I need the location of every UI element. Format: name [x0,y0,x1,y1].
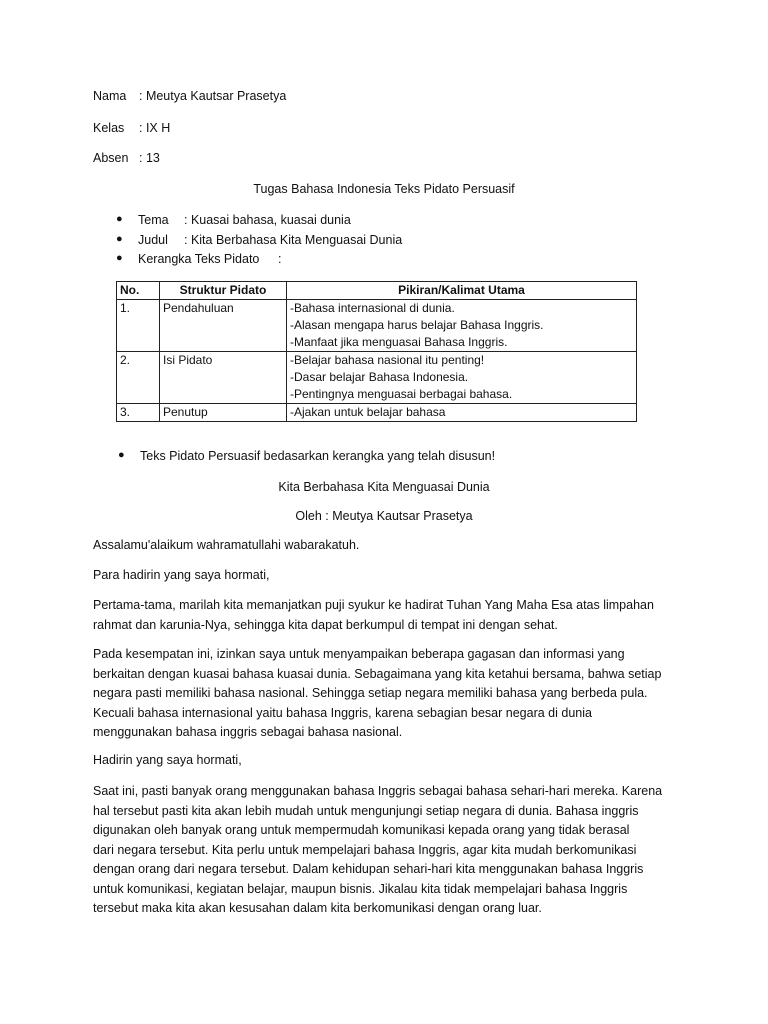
pikiran-item: -Dasar belajar Bahasa Indonesia. [290,370,469,384]
kerangka-table [116,281,637,422]
paragraph-line: rahmat dan karunia-Nya, sehingga kita dapat berkumpul di tempat ini dengan sehat. [93,617,558,632]
kelas-value: : IX H [139,121,171,135]
bullet-label: Tema [138,213,169,227]
paragraph-line: Para hadirin yang saya hormati, [93,568,270,582]
paragraph-line: Kecuali bahasa internasional yaitu bahasa Inggris, karena sebagian besar negara di dunia [93,705,592,720]
table-row [117,352,637,404]
bullet-label: Teks Pidato Persuasif bedasarkan kerangka yang telah disusun! [140,449,496,463]
bullet-label: Judul [138,233,168,247]
cell-struktur: Pendahuluan [160,300,287,352]
paragraph-line: menggunakan bahasa inggris sebagai bahasa nasional. [93,725,403,739]
table-row [117,404,637,422]
header-pikiran: Pikiran/Kalimat Utama [287,282,637,300]
paragraph-line: hal tersebut pasti kita akan lebih mudah untuk mengunjungi setiap negara di dunia. Bahasa inggris [93,803,639,818]
kelas-label: Kelas [93,121,125,135]
nama-label: Nama [93,89,127,103]
bullet-label: Kerangka Teks Pidato [138,252,260,266]
pikiran-item: -Pentingnya menguasai berbagai bahasa. [290,387,513,401]
header-no: No. [117,282,160,300]
bullet-icon: ● [118,449,125,461]
paragraph-sapaan [93,566,653,586]
cell-pikiran [287,352,637,404]
cell-struktur: Penutup [160,404,287,422]
paragraph-gagasan [93,645,662,743]
paragraph-line: Hadirin yang saya hormati, [93,753,242,767]
absen-value: : 13 [139,151,160,165]
paragraph-hadirin [93,751,653,771]
paragraph-line: untuk komunikasi, kegiatan belajar, maupun bisnis. Jikalau kita tidak mempelajari bahasa Inggris [93,881,628,896]
cell-no: 1. [117,300,160,352]
speech-title: Kita Berbahasa Kita Menguasai Dunia [278,480,490,494]
paragraph-line: negara pasti memiliki bahasa nasional. Sehingga setiap negara memiliki bahasa yang berbeda pula. [93,686,648,700]
paragraph-line: Assalamu'alaikum wahramatullahi wabarakatuh. [93,538,360,552]
nama-value: : Meutya Kautsar Prasetya [139,89,287,103]
header-struktur: Struktur Pidato [160,282,287,300]
bullet-value: : Kuasai bahasa, kuasai dunia [184,213,351,227]
pikiran-item: -Manfaat jika menguasai Bahasa Inggris. [290,335,508,349]
bullet-icon: ● [116,252,123,264]
pikiran-item: -Belajar bahasa nasional itu penting! [290,353,485,367]
paragraph-line: Pertama-tama, marilah kita memanjatkan puji syukur ke hadirat Tuhan Yang Maha Esa atas limpahan [93,598,654,612]
cell-struktur: Isi Pidato [160,352,287,404]
paragraph-line: dari negara tersebut. Kita perlu untuk mempelajari bahasa Inggris, agar kita mudah berkomunikasi [93,842,637,857]
paragraph-line: Pada kesempatan ini, izinkan saya untuk menyampaikan beberapa gagasan dan informasi yang [93,647,625,661]
document-title: Tugas Bahasa Indonesia Teks Pidato Persuasif [253,182,515,196]
cell-no: 3. [117,404,160,422]
paragraph-isi [93,782,663,919]
table-row [117,300,637,352]
cell-pikiran [287,300,637,352]
pikiran-item: -Bahasa internasional di dunia. [290,301,455,315]
cell-no: 2. [117,352,160,404]
bullet-icon: ● [116,233,123,245]
paragraph-line: tersebut maka kita akan kesusahan dalam kita berkomunikasi dengan orang luar. [93,901,542,915]
paragraph-line: dengan orang dari negara tersebut. Dalam kehidupan sehari-hari kita menggunakan bahasa Inggris [93,862,644,876]
paragraph-line: Saat ini, pasti banyak orang menggunakan bahasa Inggris sebagai bahasa sehari-hari mereka. Karena [93,784,663,798]
paragraph-line: digunakan oleh banyak orang untuk mempermudah komunikasi kepada orang yang tidak berasal [93,823,630,837]
speech-author: Oleh : Meutya Kautsar Prasetya [295,509,473,523]
table-header-row [117,282,637,300]
pikiran-item: -Ajakan untuk belajar bahasa [290,405,446,419]
bullet-value: : Kita Berbahasa Kita Menguasai Dunia [184,233,403,247]
paragraph-pembuka [93,596,653,635]
paragraph-line: berkaitan dengan kuasai bahasa kuasai dunia. Sebagaimana yang kita ketahui bersama, bahwa setiap [93,666,662,681]
paragraph-salam [93,536,653,556]
pikiran-item: -Alasan mengapa harus belajar Bahasa Inggris. [290,318,544,332]
absen-label: Absen [93,151,129,165]
cell-pikiran [287,404,637,422]
bullet-icon: ● [116,213,123,225]
bullet-value: : [278,252,282,266]
